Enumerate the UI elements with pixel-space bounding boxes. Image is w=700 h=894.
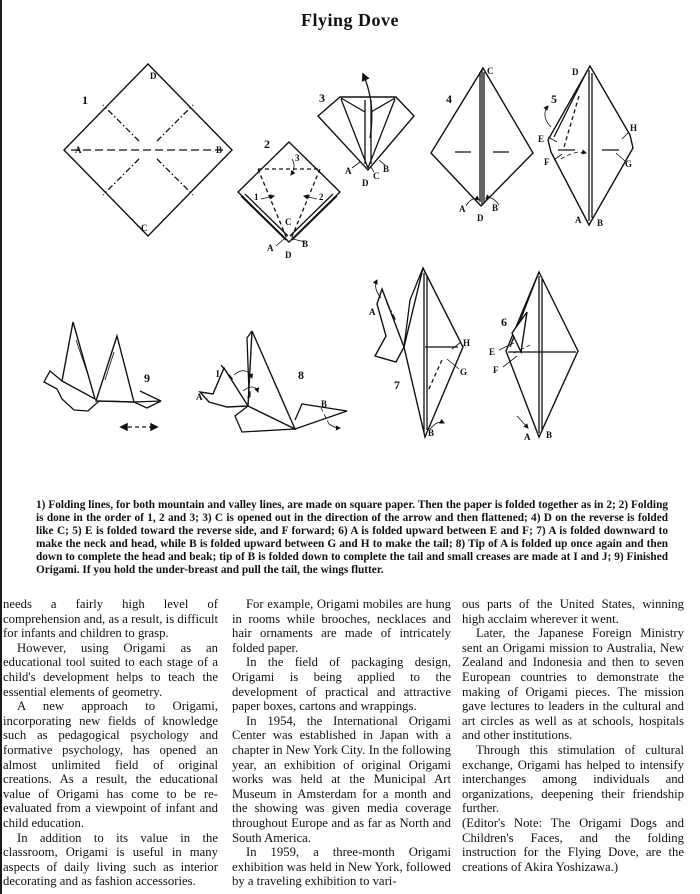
figure-8-label-b: B: [321, 399, 328, 409]
paragraph: (Editor's Note: The Origami Dogs and Children's Faces, and the folding instruction for the Flying Dove, are the creations of Akira Yoshizawa.): [462, 815, 684, 874]
figure-8-number: 8: [298, 368, 304, 382]
figure-4-step-diagram: [431, 66, 533, 223]
figure-4-label-d: D: [477, 213, 484, 223]
figure-5-label-b: B: [597, 218, 604, 228]
figure-6-step-diagram: [489, 272, 578, 442]
figure-3-label-c: C: [373, 171, 380, 181]
figure-2-label-d: D: [285, 250, 292, 260]
figure-6-label-a: A: [524, 432, 531, 442]
figure-4-label-b: B: [492, 203, 499, 213]
column-left: [3, 597, 218, 889]
fig7-neck-flap: [375, 289, 404, 362]
paragraph: For example, Origami mobiles are hung in rooms while brooches, necklaces and hair ornaments are made of intricately folded paper.: [232, 597, 451, 655]
article-columns: [3, 597, 684, 889]
figure-7-label-a: A: [369, 307, 376, 317]
fig9-left-wing: [62, 322, 95, 399]
figure-2-step3: 3: [295, 153, 300, 163]
paragraph: A new approach to Origami, incorporating new fields of knowledge such as pedagogical psychology and formative psychology, has opened an almost unlimited field of original creations. As a result, the educational value of Origami has come to be re-evaluated from a viewpoint of infant and child education.: [3, 699, 218, 830]
figure-8-step-diagram: [196, 331, 347, 432]
figure-3-step-diagram: [318, 74, 414, 188]
fig8-head: [200, 368, 248, 407]
figure-6-label-b: B: [546, 430, 553, 440]
paragraph: In 1959, a three-month Origami exhibition was held in New York, followed by a traveling exhibition to vari-: [232, 845, 451, 889]
figure-7-number: 7: [394, 378, 400, 392]
figure-5-label-g: G: [625, 159, 633, 169]
figure-2-step1: 1: [254, 192, 259, 202]
figure-7-label-b: B: [428, 428, 435, 438]
figure-1-label-a: A: [75, 145, 82, 155]
paragraph: needs a fairly high level of comprehension and, as a result, is difficult for infants and children to grasp.: [3, 597, 218, 641]
column-right: [462, 597, 684, 889]
figure-5-label-e: E: [538, 134, 545, 144]
paragraph: ous parts of the United States, winning high acclaim wherever it went.: [462, 597, 684, 626]
figure-6-label-e: E: [489, 347, 496, 357]
figure-8-label-a: A: [196, 392, 203, 402]
figure-3-number: 3: [319, 91, 325, 105]
figure-4-label-c: C: [487, 66, 494, 76]
fig8-tail-arrow: [329, 424, 340, 428]
figure-5-label-f: F: [544, 157, 550, 167]
paragraph: Later, the Japanese Foreign Ministry sent an Origami mission to Australia, New Zealand and Indonesia and then to seven European countries to demonstrate the making of Origami pieces. The mission gave lectures to leaders in the cultural and art circles as well as at schools, hospitals and other institutions.: [462, 626, 684, 743]
figure-2-label-c: C: [285, 217, 292, 227]
figure-1-label-d: D: [150, 71, 157, 81]
column-middle: [232, 597, 451, 889]
figure-2-label-a: A: [267, 243, 274, 253]
figure-7-label-g: G: [460, 367, 468, 377]
figure-5-label-h: H: [630, 123, 638, 133]
figure-5-number: 5: [551, 92, 557, 106]
figure-2-label-b: B: [302, 239, 309, 249]
figure-6-label-f: F: [493, 365, 499, 375]
figure-2-number: 2: [264, 137, 270, 151]
paragraph: Through this stimulation of cultural exchange, Origami has helped to intensify interchanges among individuals and organizations, deepening their friendship further.: [462, 742, 684, 816]
origami-diagram: [0, 55, 700, 500]
figure-8-label-i: I: [216, 369, 220, 379]
figure-3-label-b: B: [383, 164, 390, 174]
paragraph: In the field of packaging design, Origami is being applied to the development of practical and attractive paper boxes, cartons and wrappings.: [232, 655, 451, 714]
fig8-wing: [248, 331, 295, 429]
figure-2-step2: 2: [319, 192, 324, 202]
figure-4-number: 4: [446, 92, 452, 106]
figure-9-number: 9: [144, 371, 150, 385]
figure-5-label-d: D: [572, 67, 579, 77]
figure-2-step-diagram: [238, 137, 340, 260]
fig3-outline: [318, 97, 414, 170]
figure-3-label-d: D: [362, 178, 369, 188]
figure-4-label-a: A: [459, 204, 466, 214]
figure-8-label-j: J: [247, 390, 252, 400]
paragraph: However, using Origami as an educational tool suited to each stage of a child's development helps to teach the essential elements of geometry.: [3, 640, 218, 699]
fig9-right-wing: [96, 336, 134, 402]
folding-instructions: 1) Folding lines, for both mountain and valley lines, are made on square paper. Then the paper is folded together as in 2; 2) Folding is done in the order of 1, 2 and 3; 3) C is opened out in the direction of the arrow and then flattened; 4) D on the reverse is folded like C; 5) E is folded toward the reverse side, and F forward; 6) A is folded upward between E and F; 7) A is folded downward to make the neck and head, while B is folded upward between G and H to make the tail; 8) Tip of A is folded up once again and then down to complete the head and beak; tip of B is folded down to complete the tail and small creases are made at I and J; 9) Finished Origami. If you hold the under-breast and pull the tail, the wings flutter.: [36, 499, 668, 576]
fig6-fold-arrow: [517, 416, 528, 428]
figure-7-step-diagram: [369, 268, 470, 438]
paragraph: In addition to its value in the classroom, Origami is useful in many aspects of daily living such as interior decorating and as fashion accessories.: [3, 830, 218, 889]
figure-3-label-a: A: [345, 166, 352, 176]
figure-5-label-a: A: [575, 215, 582, 225]
figure-1-label-c: C: [141, 223, 148, 233]
figure-1-step-diagram: [64, 64, 232, 236]
fig5-outline: [548, 66, 633, 225]
figure-7-label-h: H: [463, 338, 471, 348]
figure-1-number: 1: [82, 93, 88, 107]
page-title: Flying Dove: [301, 10, 399, 30]
paragraph: In 1954, the International Origami Center was established in Japan with a chapter in New York City. In the following year, an exhibition of original Origami works was held at the Municipal Art Museum in Amsterdam for a month and the showing was given media coverage throughout Europe and as far as North and South America.: [232, 713, 451, 845]
figure-6-number: 6: [501, 315, 507, 329]
fig5-reverse-arrow: [545, 106, 551, 127]
figure-9-finished-diagram: [44, 322, 161, 427]
figure-5-step-diagram: [538, 66, 637, 228]
figure-1-label-b: B: [216, 145, 223, 155]
